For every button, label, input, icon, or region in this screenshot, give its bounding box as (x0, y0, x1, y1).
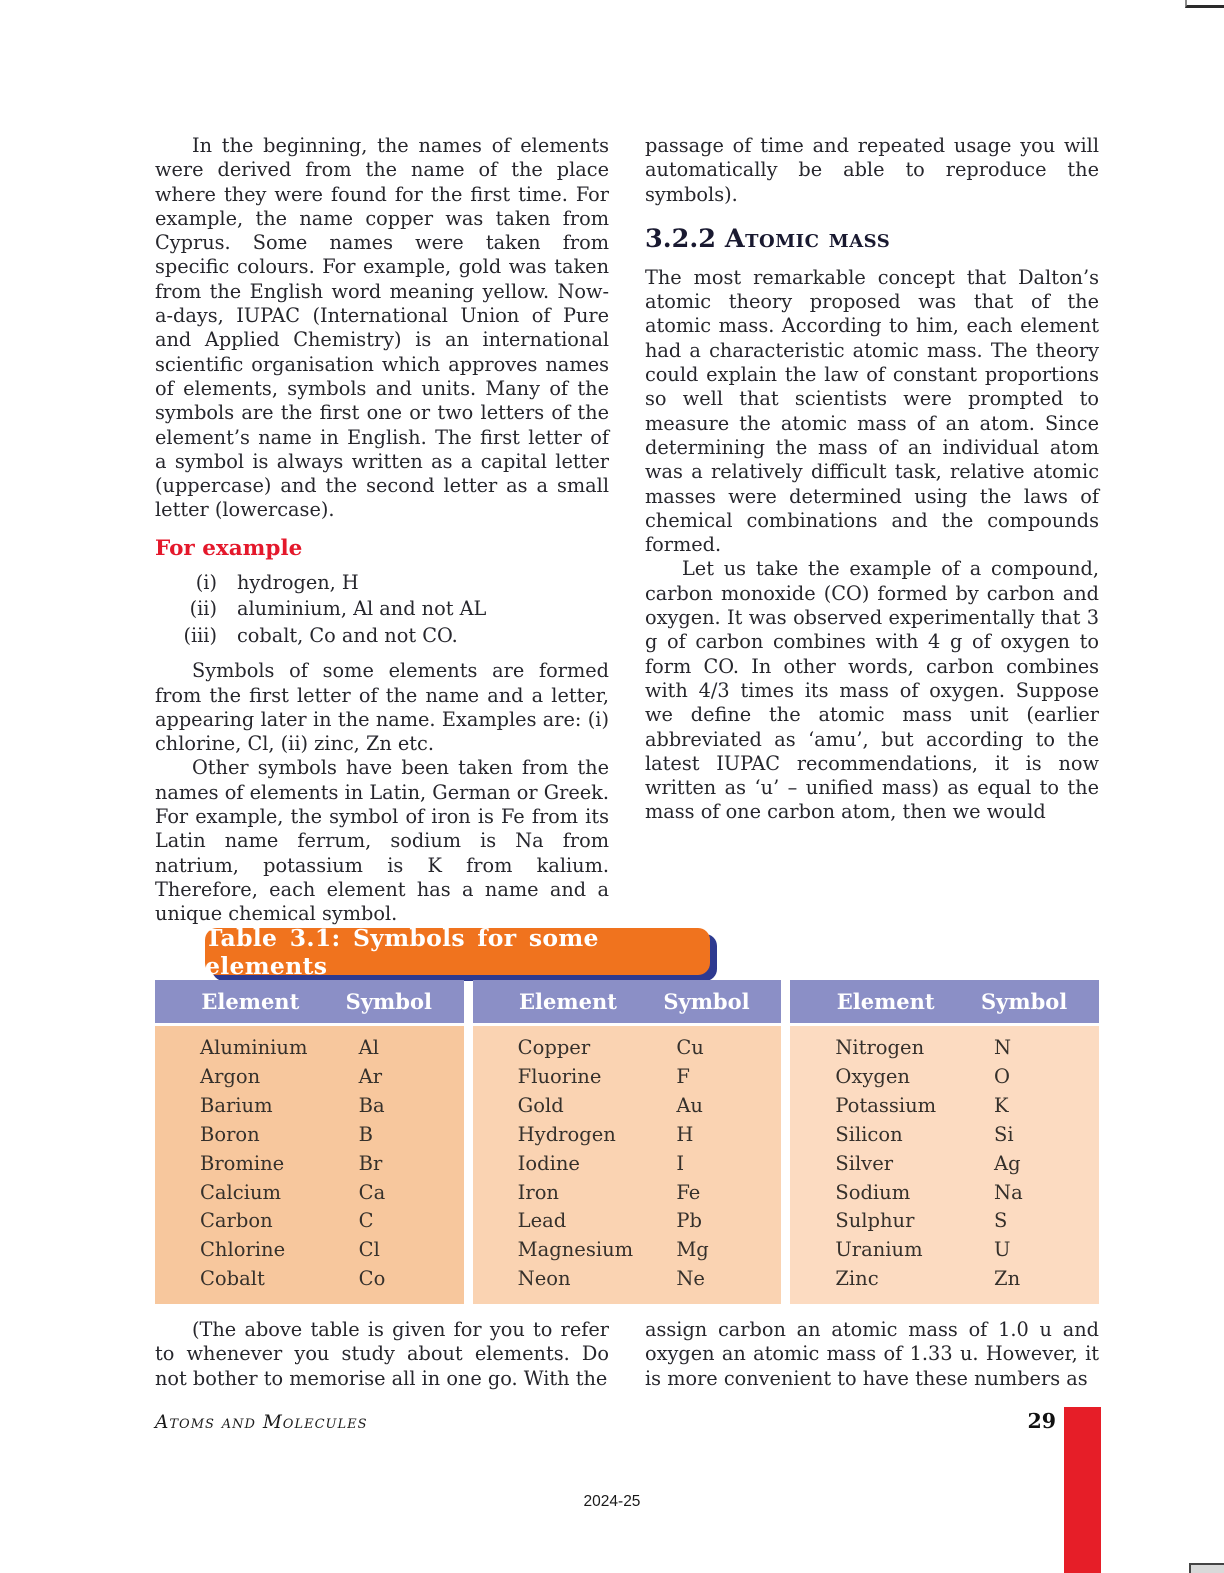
column-header-symbol: Symbol (663, 989, 750, 1014)
article-columns (155, 134, 1099, 927)
table-row (473, 1150, 782, 1179)
table-row (473, 1236, 782, 1265)
table-row (155, 1236, 464, 1265)
element-symbol-cell: H (676, 1122, 694, 1146)
element-name-cell: Carbon (200, 1209, 273, 1233)
element-name-cell: Potassium (835, 1093, 937, 1117)
element-symbol-cell: Br (358, 1151, 383, 1175)
element-symbol-cell: Mg (676, 1238, 709, 1262)
table-row (473, 1063, 782, 1092)
elements-table-section (155, 923, 1099, 1304)
element-name-cell: Lead (517, 1209, 567, 1233)
element-symbol-cell: Zn (994, 1267, 1021, 1291)
body-paragraph: passage of time and repeated usage you will automatically be able to reproduce the symbols). (645, 134, 1099, 206)
table-row (473, 1265, 782, 1294)
column-header-symbol: Symbol (981, 989, 1068, 1014)
element-name-cell: Fluorine (517, 1064, 602, 1088)
body-paragraph: In the beginning, the names of elements were derived from the name of the place where they were found for the first time. For example, the name copper was taken from Cyprus. Some names were taken from specific colours. For example, gold was taken from the English word meaning yellow. Now-a-days, IUPAC (International Union of Pure and Applied Chemistry) is an international scientific organisation which approves names of elements, symbols and units. Many of the symbols are the first one or two letters of the element’s name in English. The first letter of a symbol is always written as a capital letter (uppercase) and the second letter as a small letter (lowercase). (155, 134, 609, 522)
list-item-number: (i) (195, 570, 217, 594)
table-row (155, 1092, 464, 1121)
column-header-symbol: Symbol (345, 989, 432, 1014)
bottom-columns (155, 1318, 1099, 1391)
element-name-cell: Neon (517, 1267, 571, 1291)
table-row (790, 1265, 1099, 1294)
table-header-row (155, 980, 464, 1023)
table-header-row (790, 980, 1099, 1023)
chapter-running-title: Atoms and Molecules (155, 1412, 368, 1433)
element-symbol-cell: F (676, 1064, 690, 1088)
page-number: 29 (1027, 1409, 1056, 1433)
table-row (155, 1063, 464, 1092)
element-name-cell: Gold (517, 1093, 564, 1117)
body-paragraph: assign carbon an atomic mass of 1.0 u and oxygen an atomic mass of 1.33 u. However, it is more convenient to have these numbers as (645, 1318, 1099, 1390)
element-symbol-cell: N (994, 1036, 1012, 1059)
list-item (155, 570, 609, 597)
list-item (155, 596, 609, 623)
table-row (790, 1063, 1099, 1092)
element-name-cell: Boron (200, 1122, 260, 1146)
left-column (155, 134, 609, 927)
element-symbol-cell: O (994, 1064, 1011, 1088)
section-title: Atomic mass (724, 223, 891, 254)
element-name-cell: Iodine (517, 1151, 580, 1175)
table-group-body (790, 1026, 1099, 1304)
element-symbol-cell: C (358, 1209, 374, 1233)
table-row (473, 1092, 782, 1121)
element-symbol-cell: Si (994, 1122, 1014, 1146)
element-symbol-cell: I (676, 1151, 685, 1175)
table-row (790, 1150, 1099, 1179)
column-header-element: Element (836, 989, 935, 1014)
body-paragraph: Let us take the example of a compound, carbon monoxide (CO) formed by carbon and oxygen. It was observed experimentally that 3 g of carbon combines with 4 g of oxygen to form CO. In other words, carbon combines with 4/3 times its mass of oxygen. Suppose we define the atomic mass unit (earlier abbreviated as ‘amu’, but according to the latest IUPAC recommendations, it is now written as ‘u’ – unified mass) as equal to the mass of one carbon atom, then we would (645, 557, 1099, 824)
element-name-cell: Nitrogen (835, 1036, 925, 1059)
element-symbol-cell: Ne (676, 1267, 705, 1291)
element-name-cell: Zinc (835, 1267, 879, 1291)
table-row (155, 1121, 464, 1150)
table-row (790, 1121, 1099, 1150)
table-row (155, 1207, 464, 1236)
list-item-number: (iii) (183, 623, 217, 647)
element-symbol-cell: Ar (358, 1064, 383, 1088)
element-symbol-cell: Fe (676, 1180, 701, 1204)
element-symbol-cell: Al (358, 1036, 379, 1059)
table-row (790, 1034, 1099, 1063)
column-header-element: Element (519, 989, 617, 1014)
element-name-cell: Chlorine (200, 1238, 286, 1262)
element-name-cell: Copper (517, 1036, 591, 1059)
element-symbol-cell: Ag (994, 1151, 1021, 1175)
table-group-body (473, 1026, 782, 1304)
element-symbol-cell: Ca (358, 1180, 386, 1204)
element-name-cell: Calcium (200, 1180, 281, 1204)
element-symbol-cell: S (994, 1209, 1008, 1233)
section-number: 3.2.2 (645, 223, 716, 254)
element-name-cell: Silver (835, 1151, 894, 1175)
section-heading (645, 224, 1099, 254)
table-row (473, 1121, 782, 1150)
element-symbol-cell: Au (676, 1093, 703, 1117)
element-symbol-cell: Cu (676, 1036, 704, 1059)
element-name-cell: Iron (517, 1180, 559, 1204)
element-name-cell: Argon (200, 1064, 261, 1088)
table-row (790, 1179, 1099, 1208)
list-item-number: (ii) (189, 597, 217, 621)
element-name-cell: Sodium (835, 1180, 911, 1204)
table-row (790, 1236, 1099, 1265)
element-name-cell: Oxygen (835, 1064, 910, 1088)
table-row (790, 1092, 1099, 1121)
element-name-cell: Aluminium (200, 1036, 308, 1059)
example-list (155, 570, 609, 650)
page-footer (155, 1409, 1056, 1433)
column-header-element: Element (201, 989, 300, 1014)
element-symbol-cell: Na (994, 1180, 1023, 1204)
table-row (473, 1179, 782, 1208)
table-title-banner (205, 923, 710, 980)
elements-table (155, 980, 1099, 1304)
page-frame-fragment-top-right (1185, 0, 1224, 8)
table-row (790, 1207, 1099, 1236)
element-name-cell: Hydrogen (517, 1122, 616, 1146)
element-symbol-cell: Ba (358, 1093, 385, 1117)
list-item-text: hydrogen, H (237, 570, 359, 594)
element-symbol-cell: K (994, 1093, 1009, 1117)
element-name-cell: Uranium (835, 1238, 923, 1262)
list-item-text: cobalt, Co and not CO. (237, 623, 458, 647)
table-header-row (473, 980, 782, 1023)
list-item (155, 623, 609, 650)
element-name-cell: Magnesium (517, 1238, 634, 1262)
body-paragraph: Symbols of some elements are formed from the first letter of the name and a letter, appearing later in the name. Examples are: (i) chlorine, Cl, (ii) zinc, Zn etc. (155, 659, 609, 756)
element-symbol-cell: Cl (358, 1238, 380, 1262)
element-name-cell: Silicon (835, 1122, 903, 1146)
table-row (473, 1034, 782, 1063)
right-column (645, 134, 1099, 927)
element-symbol-cell: U (994, 1238, 1011, 1262)
edition-year-label: 2024-25 (583, 1493, 641, 1510)
element-name-cell: Cobalt (200, 1267, 265, 1291)
element-name-cell: Sulphur (835, 1209, 915, 1233)
body-paragraph: Other symbols have been taken from the names of elements in Latin, German or Greek. For example, the symbol of iron is Fe from its Latin name ferrum, sodium is Na from natrium, potassium is K from kalium. Therefore, each element has a name and a unique chemical symbol. (155, 756, 609, 926)
table-title: Table 3.1: Symbols for some elements (205, 923, 599, 980)
element-name-cell: Barium (200, 1093, 273, 1117)
element-symbol-cell: Co (358, 1267, 386, 1291)
table-row (473, 1207, 782, 1236)
page-edge-red-bar (1064, 1407, 1101, 1573)
element-table-group (473, 980, 782, 1304)
body-paragraph: (The above table is given for you to refer to whenever you study about elements. Do not bother to memorise all in one go. With the (155, 1318, 609, 1390)
table-row (155, 1150, 464, 1179)
body-paragraph: The most remarkable concept that Dalton’s atomic theory proposed was that of the atomic mass. According to him, each element had a characteristic atomic mass. The theory could explain the law of constant proportions so well that scientists were prompted to measure the atomic mass of an atom. Since determining the mass of an individual atom was a relatively difficult task, relative atomic masses were determined using the laws of chemical combinations and the compounds formed. (645, 265, 1099, 557)
list-item-text: aluminium, Al and not AL (237, 597, 487, 621)
element-table-group (155, 980, 464, 1304)
element-symbol-cell: Pb (676, 1209, 702, 1233)
element-name-cell: Bromine (200, 1151, 285, 1175)
table-row (155, 1034, 464, 1063)
element-symbol-cell: B (358, 1122, 374, 1146)
page-frame-fragment-bottom-right (1189, 1563, 1224, 1573)
element-table-group (790, 980, 1099, 1304)
table-row (155, 1179, 464, 1208)
table-group-body (155, 1026, 464, 1304)
for-example-heading: For example (155, 535, 303, 561)
table-row (155, 1265, 464, 1294)
